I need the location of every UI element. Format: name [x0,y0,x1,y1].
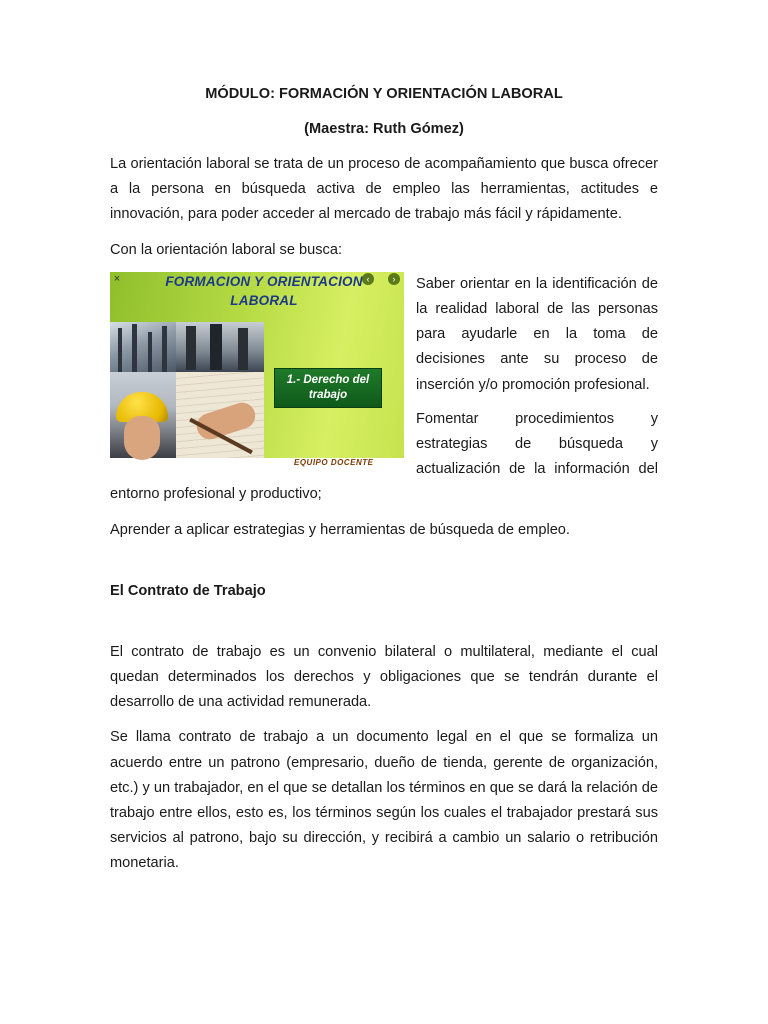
face-shape [124,416,160,460]
image-text-block [110,272,658,508]
slide-image [110,272,404,467]
bullet-aprender: Aprender a aplicar estrategias y herramientas de búsqueda de empleo. [110,521,570,538]
building-photo [110,322,176,372]
document-content [110,82,658,877]
slide-topic-box [274,368,382,408]
section-heading-contrato: El Contrato de Trabajo [110,582,266,599]
slide-title [144,272,384,310]
chevron-right-icon: › [388,273,400,285]
slide-topic-line-1: 1.- Derecho del [286,373,370,386]
slide-title-line-2: LABORAL [230,292,298,308]
workers-photo [176,322,264,372]
intro-paragraph: La orientación laboral se trata de un proceso de acompañamiento que busca ofrecer a la persona en búsqueda activa de empleo las herramientas, actitudes e innovación, para poder acceder al mercado de trabajo más fácil y rápidamente. [110,156,658,223]
contrato-paragraph-2: Se llama contrato de trabajo a un documento legal en el que se formaliza un acuerdo entre un patrono (empresario, dueño de tienda, gerente de organización, etc.) y un trabajador, en el que se detallan los términos en que se dará la relación de trabajo entre ellos, esto es, los términos según los cuales el trabajador prestará sus servicios al patrono, bajo su dirección, y recibirá a cambio un salario o retribución monetaria. [110,729,658,872]
slide-title-line-1: FORMACION Y ORIENTACION [165,273,363,289]
slide-footer: EQUIPO DOCENTE [294,457,374,467]
busca-lead: Con la orientación laboral se busca: [110,241,343,258]
bullet-fomentar: Fomentar procedimientos y estrategias de búsqueda y actualización de la información del entorno profesional y productivo; [110,410,658,503]
page-subtitle: (Maestra: Ruth Gómez) [304,121,464,137]
slide-topic-line-2: trabajo [308,388,348,401]
chevron-left-icon: ‹ [362,273,374,285]
page-title: MÓDULO: FORMACIÓN Y ORIENTACIÓN LABORAL [205,86,563,102]
close-icon: × [113,272,121,285]
contrato-paragraph-1: El contrato de trabajo es un convenio bilateral o multilateral, mediante el cual quedan determinados los derechos y obligaciones que se tendrán durante el desarrollo de una actividad remunerada. [110,643,658,711]
bullet-saber-orientar: Saber orientar en la identificación de la realidad laboral de las personas para ayudarle en la toma de decisiones ante su proceso de inserción y/o promoción profesional. [416,275,658,393]
writing-hand-photo [176,372,264,458]
